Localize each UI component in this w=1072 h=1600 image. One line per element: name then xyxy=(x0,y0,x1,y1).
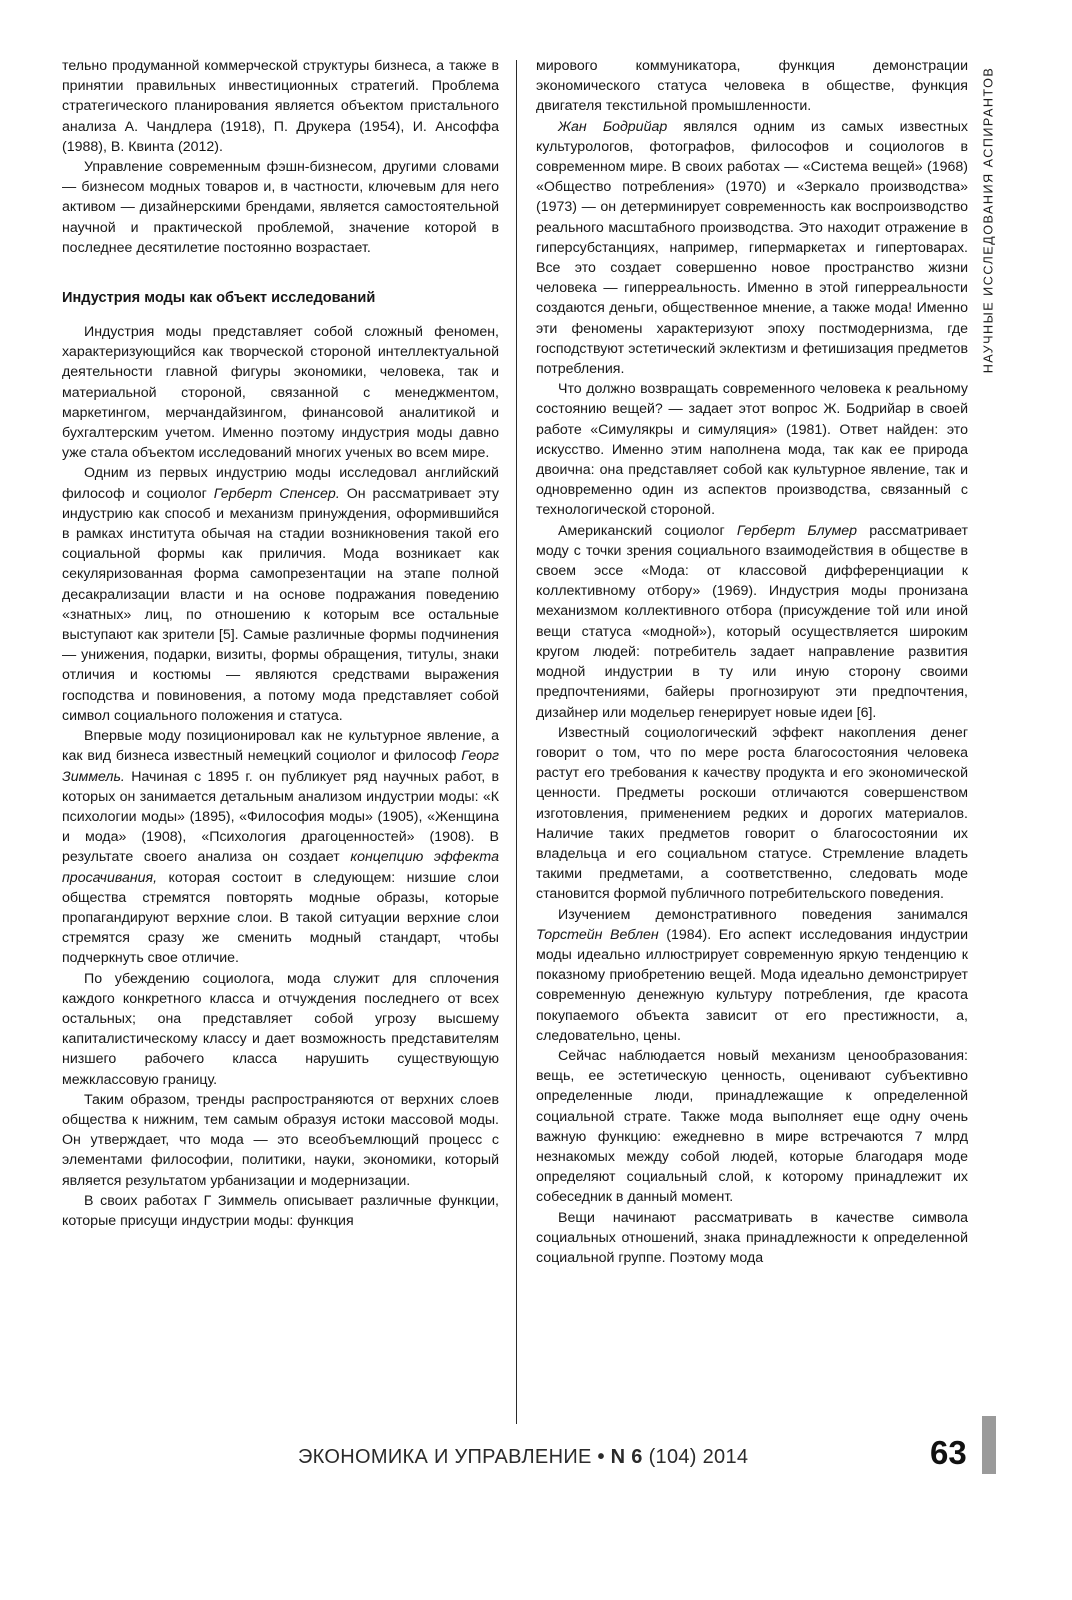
footer-separator: • xyxy=(597,1446,605,1468)
paragraph: Индустрия моды представляет собой сложный феномен, характеризующийся как творческой стороной интеллектуальной деятельности главной фигуры экономики, человека, так и материальной стороной, связанной с менеджментом, маркетингом, мерчандайзингом, финансовой аналитикой и бухгалтерским учетом. Именно поэтому индустрия моды давно уже стала объектом исследований многих ученых во всем мире. xyxy=(62,324,499,462)
paragraph: мирового коммуникатора, функция демонстрации экономического статуса человека в обществе, функция двигателя текстильной промышленности. xyxy=(536,58,968,115)
column-divider xyxy=(516,60,517,1424)
text-span: Изучением демонстративного поведения занимался xyxy=(558,906,968,923)
paragraph xyxy=(62,726,499,968)
author-name: Торстейн Веблен xyxy=(536,926,659,943)
text-span: Впервые моду позиционировал как не культурное явление, а как вид бизнеса известный немецкий социолог и философ xyxy=(62,728,499,765)
text-span: являлся одним из самых известных культурологов, фотографов, философов и социологов в современном мире. В своих работах — «Система вещей» (1968) «Общество потребления» (1970) и «Зеркало производства» (1973) — он детерминирует современность как воспроизводство реального масштабного производства. Это находит отражение в гиперсубстанциях, например, гипермаркетах и гипертоварах. Все это создает совершенно новое пространство жизни человека — гиперреальность. Именно в этой гиперреальности создаются деньги, общественное мнение, а также мода! Именно эти феномены характеризуют эпоху постмодернизма, где господствуют эстетический эклектизм и фетишизация предметов потребления. xyxy=(536,118,968,378)
text-span: (1984). Его аспект исследования индустрии моды идеально иллюстрирует современную яркую тенденцию к показному приобретению вещей. Мода идеально демонстрирует современную денежную культуру потребления, где красота покупаемого объекта зависит от его престижности, а, следовательно, цены. xyxy=(536,926,969,1044)
paragraph: Известный социологический эффект накопления денег говорит о том, что по мере роста благосостояния человека растут его требования к качеству продукта и его экономической ценности. Предметы роскоши отличаются совершенством изготовления, применением редких и дорогих материалов. Наличие таких предметов говорит о благосостоянии их владельца и его социальном статусе. Стремление владеть такими предметами, а соответственно, следовать моде становится формой публичного потребительского поведения. xyxy=(536,724,968,903)
section-heading: Индустрия моды как объект исследований xyxy=(62,290,376,307)
paragraph: Сейчас наблюдается новый механизм ценообразования: вещь, ее эстетическую ценность, оценивают субъективно определенные люди, принадлежащие к определенной социальной страте. Также мода выполняет еще одну очень важную функцию: ежедневно в мире встречаются 7 млрд незнакомых между собой людей, которые благодаря моде определяют социальный слой, к которому принадлежит их собеседник в данный момент. xyxy=(536,1047,968,1206)
section-side-label xyxy=(976,60,1000,380)
author-name: Георг Зиммель. xyxy=(62,748,499,785)
text-span: Он рассматривает эту индустрию как способ и механизм принуждения, оформившийся в рамках института обычая на стадии возникновения такой его социальной формы как приличия. Мода возникает как секуляризованная форма самопрезентации на этапе полной десакрализации власти и на основе подражания поведению «знатных» лиц, по отношению к которым все остальные выступают как зрители [5]. Самые различные формы подчинения — унижения, подарки, визиты, формы обращения, титулы, знаки отличия и костюмы — являются средствами выражения господства и повиновения, а потому мода представляет собой символ социального положения и статуса. xyxy=(62,485,499,724)
paragraph: Что должно возвращать современного человека к реальному состоянию вещей? — задает этот вопрос Ж. Бодрийар в своей работе «Симулякры и симуляция» (1981). Ответ найден: это искусство. Именно этим наполнена мода, так как ее природа двоична: она представляет собой как культурное явление, так и одновременно один из аспектов производства, связанный с технологической стороной. xyxy=(536,381,968,519)
paragraph xyxy=(536,905,968,1046)
issue-number: N 6 xyxy=(610,1446,643,1468)
issue-details: (104) 2014 xyxy=(648,1446,749,1468)
paragraph: тельно продуманной коммерческой структуры бизнеса, а также в принятии правильных инвестиционных стратегий. Проблема стратегического планирования является объектом пристального анализа А. Чандлера (1918), П. Друкера (1954), И. Ансоффа (1988), В. Квинта (2012). xyxy=(62,58,499,155)
section-side-label-text: НАУЧНЫЕ ИССЛЕДОВАНИЯ АСПИРАНТОВ xyxy=(981,66,996,374)
text-span: Начиная с 1895 г. он публикует ряд научных работ, в которых он занимается детальным анализом индустрии моды: «К психологии моды» (1895), «Философия моды» (1905), «Женщина и мода» (1908), «Психология драгоценностей» (1908). В результате своего анализа он создает xyxy=(62,768,499,866)
author-name: Жан Бодрийар xyxy=(558,118,668,135)
author-name: Герберт Блумер xyxy=(736,522,858,539)
text-span: которая состоит в следующем: низшие слои общества стремятся повторять модные образы, которые пропагандируют верхние слои. В такой ситуации верхние слои стремятся сразу же сменить модный стандарт, чтобы подчеркнуть свое отличие. xyxy=(62,869,499,967)
page-edge-bar xyxy=(982,1416,996,1474)
right-column xyxy=(536,56,968,1268)
journal-footer xyxy=(298,1446,748,1469)
paragraph: Управление современным фэшн-бизнесом, другими словами — бизнесом модных товаров и, в частности, ключевым для него активом — дизайнерскими брендами, является самостоятельной научной и практической проблемой, значение которой в последнее десятилетие постоянно возрастает. xyxy=(62,159,499,256)
concept-term: концепцию эффекта просачивания, xyxy=(62,849,499,886)
paragraph: Таким образом, тренды распространяются от верхних слоев общества к нижним, тем самым образуя истоки массовой моды. Он утверждает, что мода — это всеобъемлющий процесс с элементами философии, политики, науки, экономики, который является результатом урбанизации и модернизации. xyxy=(62,1091,499,1189)
paragraph xyxy=(536,521,968,723)
paragraph: По убеждению социолога, мода служит для сплочения каждого конкретного класса и отчуждения последнего от всех остальных; она представляет собой угрозу высшему капиталистическому классу и дает возможность представителям низшего рабочего класса нарушить существующую межклассовую границу. xyxy=(62,970,499,1088)
paragraph: Вещи начинают рассматривать в качестве символа социальных отношений, знака принадлежности к определенной социальной группе. Поэтому мода xyxy=(536,1209,968,1266)
left-column xyxy=(62,56,499,1231)
author-name: Герберт Спенсер. xyxy=(213,485,340,502)
text-span: Американский социолог xyxy=(558,522,737,539)
paragraph xyxy=(536,117,968,380)
text-span: рассматривает моду с точки зрения социального взаимодействия в обществе в своем эссе «Мода: от классовой дифференциации к коллективному отбору» (1969). Индустрия моды пронизана механизмом коллективного отбора (присуждение той или иной вещи статуса «модной»), который осуществляется широким кругом людей: потребитель задает направление развития модной индустрии в ту или иную сторону своими предпочтениями, байеры прогнозируют эти предпочтения, дизайнер или модельер генерирует новые идеи [6]. xyxy=(536,522,968,721)
text-span: Одним из первых индустрию моды исследовал английский философ и социолог xyxy=(62,465,499,502)
page-number: 63 xyxy=(930,1434,967,1471)
paragraph xyxy=(62,463,499,726)
journal-title: ЭКОНОМИКА И УПРАВЛЕНИЕ xyxy=(298,1446,592,1468)
paragraph: В своих работах Г Зиммель описывает различные функции, которые присущи индустрии моды: функция xyxy=(62,1192,499,1229)
